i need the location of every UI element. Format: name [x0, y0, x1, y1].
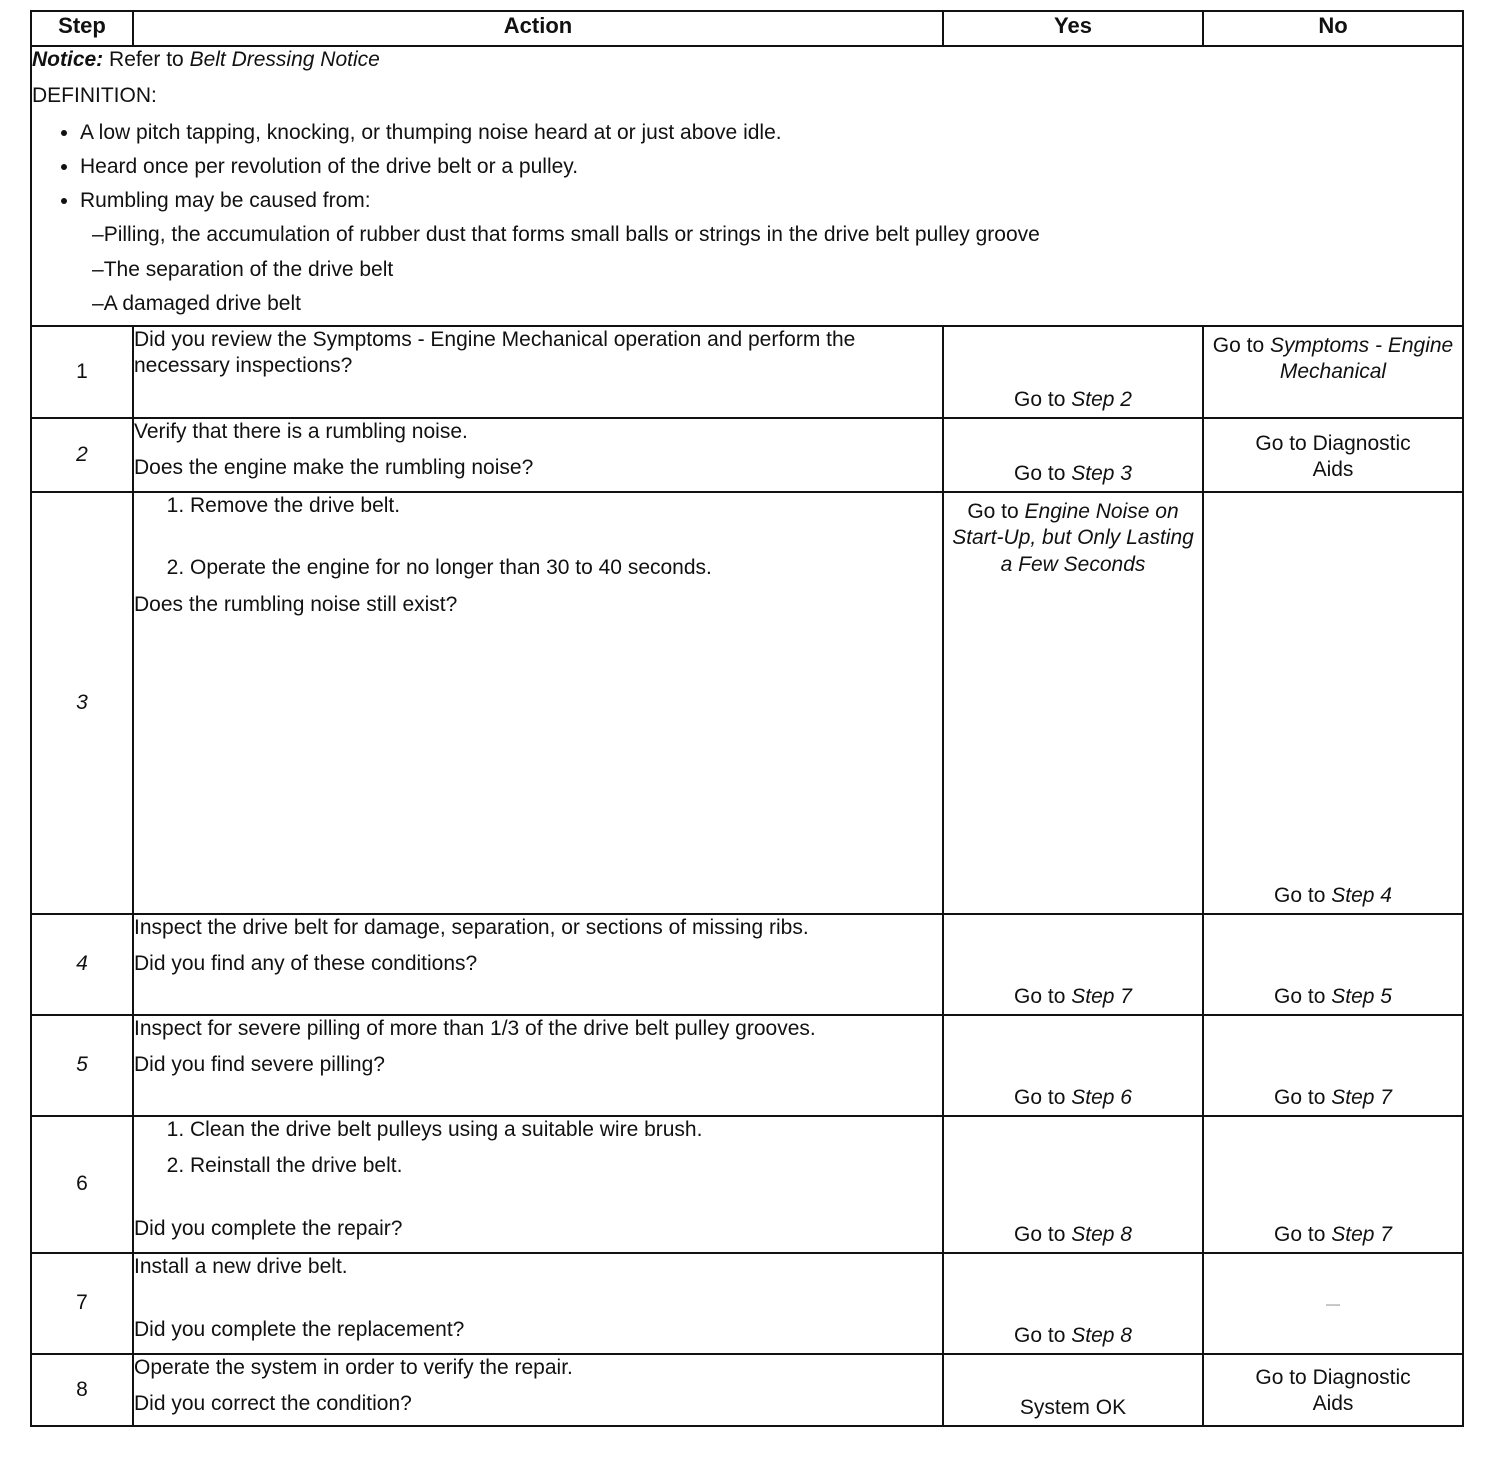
table-row [31, 418, 1463, 492]
yes-cell [943, 326, 1203, 418]
no-result: Go to Step 5 [1274, 984, 1392, 1008]
action-question: Did you complete the repair? [134, 1216, 403, 1240]
action-question: Did you complete the replacement? [134, 1318, 465, 1342]
no-result: Go to Step 7 [1274, 1085, 1392, 1109]
table-row [31, 326, 1463, 418]
yes-result: Go to Engine Noise on Start-Up, but Only Lasting a Few Seconds [952, 500, 1194, 576]
no-cell [1203, 1116, 1463, 1253]
cause-item: – The separation of the drive belt [92, 257, 1462, 283]
no-result: Go to Diagnostic Aids [1255, 1366, 1411, 1416]
yes-result: Go to Step 2 [1014, 387, 1132, 411]
yes-result: Go to Step 3 [1014, 461, 1132, 485]
header-step: Step [31, 11, 133, 46]
notice-ref: Belt Dressing Notice [189, 48, 380, 71]
action-cell [133, 1015, 943, 1116]
action-text: Did you review the Symptoms - Engine Mechanical operation and perform the necessary inspections? [134, 328, 856, 378]
yes-cell [943, 418, 1203, 492]
no-result: — [1326, 1294, 1340, 1311]
step-number: 5 [31, 1015, 133, 1116]
action-text: Operate the system in order to verify the repair. [134, 1356, 573, 1379]
no-result: Go to Step 4 [1274, 883, 1392, 907]
action-cell [133, 1354, 943, 1426]
action-text: Verify that there is a rumbling noise. [134, 420, 468, 443]
no-cell [1203, 914, 1463, 1015]
cause-item: – Pilling, the accumulation of rubber dust that forms small balls or strings in the drive belt pulley groove [92, 222, 1462, 248]
definition-bullet: • A low pitch tapping, knocking, or thumping noise heard at or just above idle. [80, 120, 1462, 146]
step-number: 3 [31, 492, 133, 914]
header-action: Action [133, 11, 943, 46]
header-row [31, 11, 1463, 46]
table-row [31, 1253, 1463, 1354]
notice-row [31, 46, 1463, 326]
notice-cell [31, 46, 1463, 326]
action-text: Inspect for severe pilling of more than 1/3 of the drive belt pulley grooves. [134, 1017, 816, 1040]
action-question: Did you correct the condition? [134, 1392, 412, 1416]
action-steps [134, 1117, 942, 1180]
table-row [31, 1354, 1463, 1426]
notice-text: Refer to [109, 48, 184, 71]
no-cell [1203, 1354, 1463, 1426]
action-steps [134, 493, 942, 582]
step-number: 7 [31, 1253, 133, 1354]
action-question: Did you find severe pilling? [134, 1053, 385, 1077]
action-cell [133, 326, 943, 418]
table-row [31, 1015, 1463, 1116]
notice-label: Notice: [32, 48, 104, 71]
action-question: Does the engine make the rumbling noise? [134, 456, 534, 480]
definition-bullet: • Heard once per revolution of the drive belt or a pulley. [80, 154, 1462, 180]
action-step: 2. Reinstall the drive belt. [190, 1153, 942, 1179]
action-step: 2. Operate the engine for no longer than 30 to 40 seconds. [190, 555, 942, 581]
step-number: 4 [31, 914, 133, 1015]
table-row [31, 914, 1463, 1015]
action-cell [133, 418, 943, 492]
step-number: 6 [31, 1116, 133, 1253]
header-yes: Yes [943, 11, 1203, 46]
action-cell [133, 1253, 943, 1354]
table-row [31, 492, 1463, 914]
cause-item: – A damaged drive belt [92, 291, 1462, 317]
action-question: Did you find any of these conditions? [134, 952, 478, 976]
definition-bullet-text: Rumbling may be caused from: [80, 189, 371, 212]
action-cell [133, 1116, 943, 1253]
no-result: Go to Symptoms - Engine Mechanical [1212, 334, 1454, 384]
yes-cell [943, 492, 1203, 914]
yes-result: System OK [1019, 1395, 1127, 1419]
cause-list [80, 222, 1462, 317]
no-cell [1203, 1253, 1463, 1354]
step-number: 1 [31, 326, 133, 418]
definition-bullet [80, 188, 1462, 317]
yes-cell [943, 1015, 1203, 1116]
action-text: Inspect the drive belt for damage, separation, or sections of missing ribs. [134, 916, 809, 939]
no-result: Go to Step 7 [1274, 1222, 1392, 1246]
no-cell [1203, 492, 1463, 914]
no-cell [1203, 326, 1463, 418]
header-no: No [1203, 11, 1463, 46]
action-question: Does the rumbling noise still exist? [134, 592, 458, 616]
action-step: 1. Remove the drive belt. [190, 493, 942, 519]
yes-result: Go to Step 7 [1014, 984, 1132, 1008]
yes-cell [943, 914, 1203, 1015]
table-row [31, 1116, 1463, 1253]
notice-line [32, 47, 1462, 73]
yes-result: Go to Step 6 [1014, 1085, 1132, 1109]
yes-cell [943, 1253, 1203, 1354]
step-number: 8 [31, 1354, 133, 1426]
action-text: Install a new drive belt. [134, 1255, 348, 1278]
diagnostic-table [30, 10, 1464, 1427]
yes-result: Go to Step 8 [1014, 1222, 1132, 1246]
action-cell [133, 492, 943, 914]
no-result: Go to Diagnostic Aids [1255, 432, 1411, 482]
definition-heading: DEFINITION: [32, 84, 157, 108]
yes-result: Go to Step 8 [1014, 1323, 1132, 1347]
no-cell [1203, 1015, 1463, 1116]
yes-cell [943, 1116, 1203, 1253]
no-cell [1203, 418, 1463, 492]
action-step: 1. Clean the drive belt pulleys using a suitable wire brush. [190, 1117, 942, 1143]
action-cell [133, 914, 943, 1015]
step-number: 2 [31, 418, 133, 492]
definition-bullets [32, 120, 1462, 318]
yes-cell [943, 1354, 1203, 1426]
